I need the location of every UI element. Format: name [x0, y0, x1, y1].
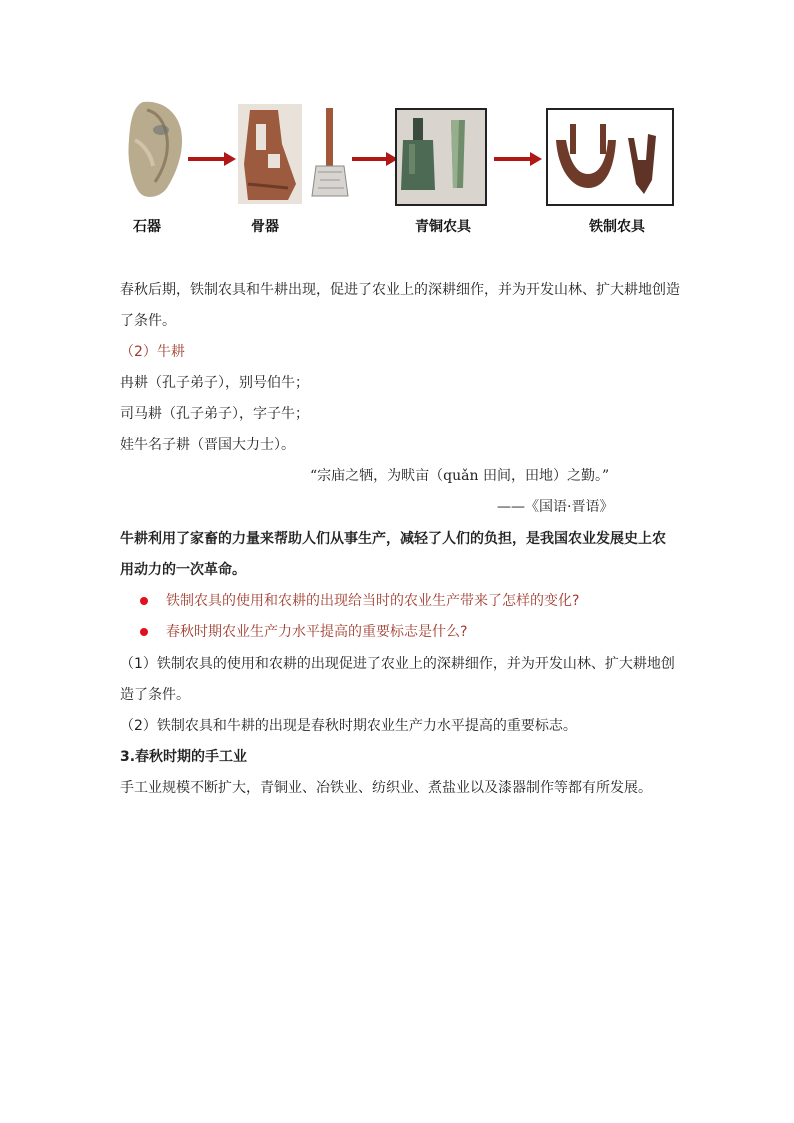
arrow-icon	[494, 152, 542, 166]
bone-tool-image	[238, 104, 302, 204]
answer-line: （2）铁制农具和牛耕的出现是春秋时期农业生产力水平提高的重要标志。	[120, 718, 577, 734]
bone-tool-label: 骨器	[251, 219, 279, 235]
stone-tool-label: 石器	[133, 219, 161, 235]
bronze-tool-frame	[395, 108, 487, 206]
name-line: 司马耕（孔子弟子），字子牛；	[120, 406, 309, 422]
stone-tool-image	[125, 100, 185, 200]
name-line: 冉耕（孔子弟子），别号伯牛；	[120, 375, 309, 391]
bronze-tool-image	[397, 110, 485, 204]
iron-tool-image	[548, 110, 672, 204]
bullet-icon	[140, 597, 148, 605]
section-heading: 3.春秋时期的手工业	[120, 749, 248, 765]
arrow-icon	[188, 152, 236, 166]
question-item: 春秋时期农业生产力水平提高的重要标志是什么?	[166, 624, 468, 640]
iron-tool-frame	[546, 108, 674, 206]
paragraph-line: 手工业规模不断扩大，青铜业、冶铁业、纺织业、煮盐业以及漆器制作等都有所发展。	[120, 780, 652, 796]
bold-paragraph-line: 用动力的一次革命。	[120, 562, 246, 578]
paragraph-line: 了条件。	[120, 313, 176, 329]
answer-line: （1）铁制农具的使用和农耕的出现促进了农业上的深耕细作，并为开发山林、扩大耕地创	[120, 656, 675, 672]
bold-paragraph-line: 牛耕利用了家畜的力量来帮助人们从事生产，减轻了人们的负担，是我国农业发展史上农	[120, 531, 666, 547]
question-item: 铁制农具的使用和农耕的出现给当时的农业生产带来了怎样的变化?	[166, 593, 580, 609]
name-line: 娃牛名子耕（晋国大力士）。	[120, 437, 295, 453]
bone-spade-image	[308, 108, 352, 200]
quote-text: “宗庙之牺，为畎亩（quǎn 田间，田地）之勤。”	[310, 468, 610, 484]
tools-evolution-figure	[120, 100, 680, 240]
answer-line: 造了条件。	[120, 687, 190, 703]
quote-source: ——《国语·晋语》	[497, 499, 614, 515]
bullet-icon	[140, 628, 148, 636]
arrow-icon	[352, 152, 398, 166]
paragraph-line: 春秋后期，铁制农具和牛耕出现，促进了农业上的深耕细作，并为开发山林、扩大耕地创造	[120, 282, 680, 298]
iron-tool-label: 铁制农具	[589, 219, 645, 235]
section-heading: （2）牛耕	[120, 344, 185, 360]
bronze-tool-label: 青铜农具	[415, 219, 471, 235]
